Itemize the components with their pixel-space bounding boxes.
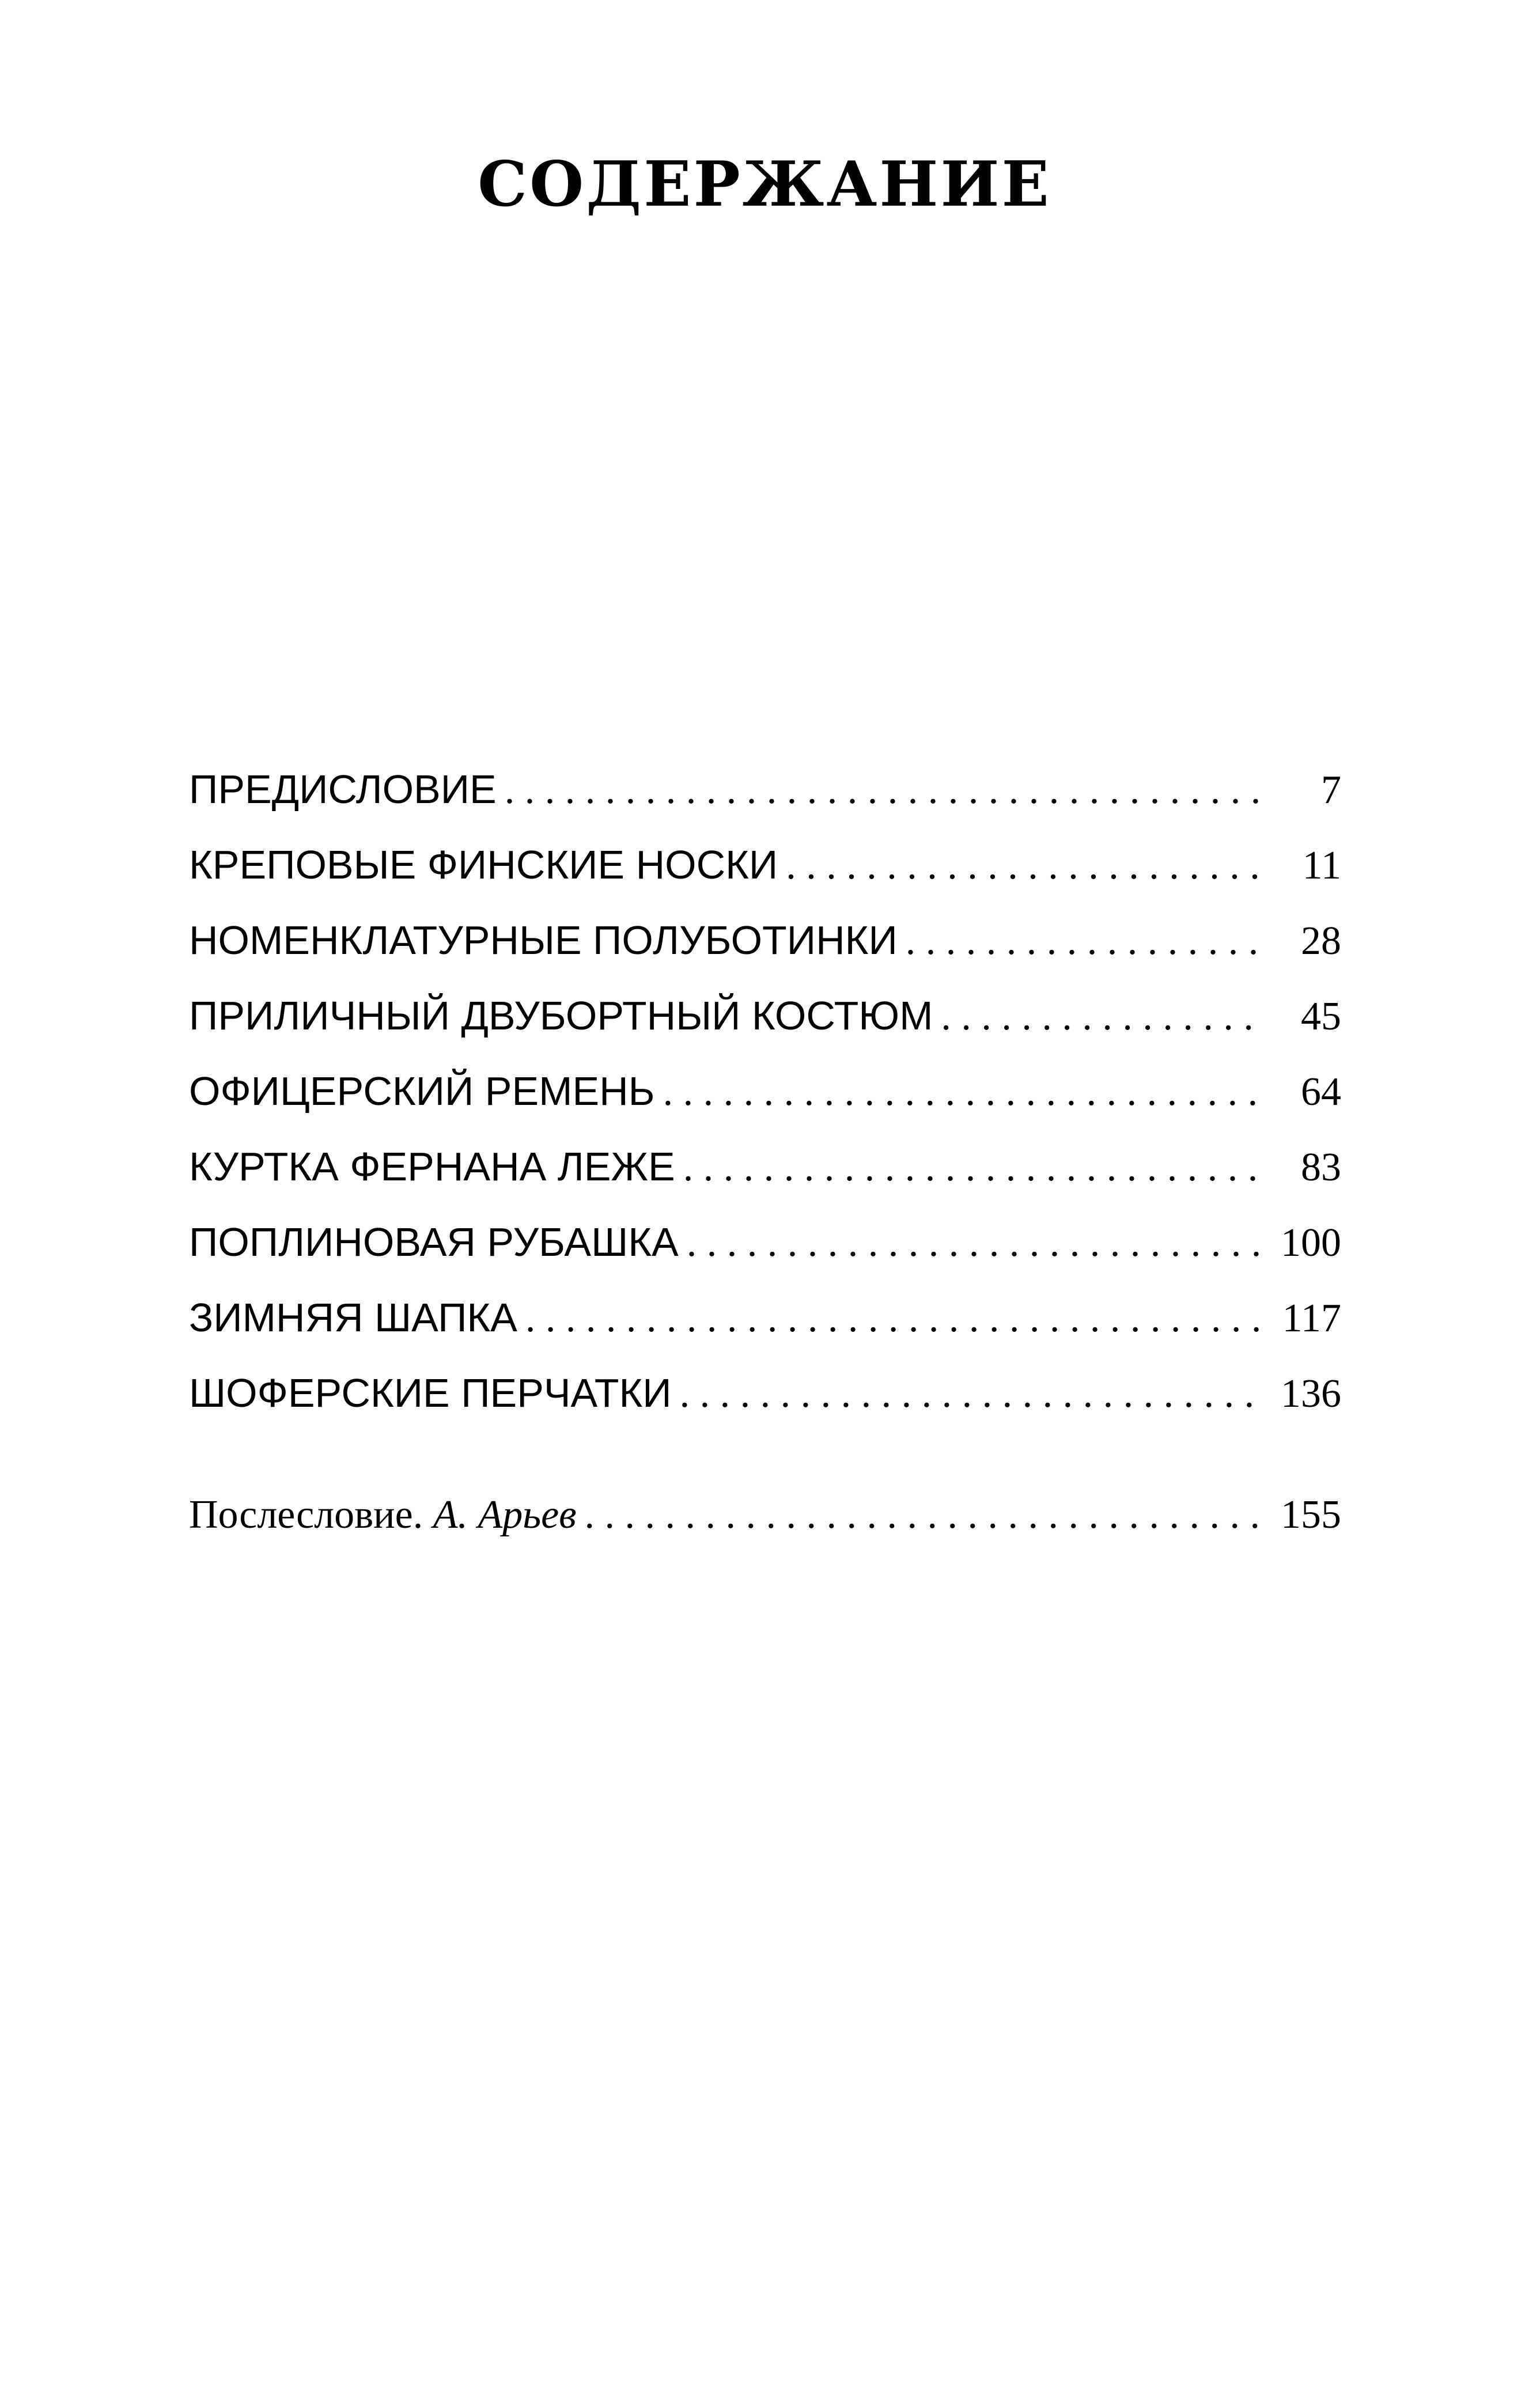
page-title: СОДЕРЖАНИЕ <box>478 148 1051 221</box>
dot-leader <box>687 1205 1266 1281</box>
dot-leader <box>941 979 1266 1054</box>
toc-entry <box>189 1205 1341 1280</box>
toc-entry <box>189 978 1341 1054</box>
toc-entry <box>189 1054 1341 1129</box>
afterword-author: А. Арьев <box>433 1493 577 1537</box>
toc-page-number: 83 <box>1301 1145 1341 1190</box>
toc-page-number: 117 <box>1282 1296 1341 1341</box>
toc-entry-title: ЗИМНЯЯ ШАПКА <box>189 1295 517 1340</box>
toc-entry-title: КУРТКА ФЕРНАНА ЛЕЖЕ <box>189 1144 675 1189</box>
toc-entry-afterword <box>189 1477 1341 1553</box>
dot-leader <box>663 1054 1266 1130</box>
toc-entry <box>189 827 1341 903</box>
toc-entry <box>189 903 1341 978</box>
dot-leader <box>906 903 1266 979</box>
toc-entry-title: ПРЕДИСЛОВИЕ <box>189 767 497 812</box>
toc-entry-title: НОМЕНКЛАТУРНЫЕ ПОЛУБОТИНКИ <box>189 918 898 963</box>
dot-leader <box>683 1130 1266 1205</box>
toc-entry <box>189 752 1341 827</box>
dot-leader <box>680 1356 1266 1432</box>
toc-entry-title: ШОФЕРСКИЕ ПЕРЧАТКИ <box>189 1370 672 1415</box>
toc-page-number: 11 <box>1302 843 1341 888</box>
toc-entry-title: КРЕПОВЫЕ ФИНСКИЕ НОСКИ <box>189 842 778 887</box>
afterword-label: Послесловие. <box>189 1493 423 1537</box>
dot-leader <box>525 1281 1266 1356</box>
table-of-contents <box>189 752 1341 1553</box>
toc-entry <box>189 1129 1341 1205</box>
toc-entry-title: ПОПЛИНОВАЯ РУБАШКА <box>189 1220 679 1264</box>
toc-page-number: 155 <box>1281 1493 1341 1537</box>
toc-entry <box>189 1356 1341 1431</box>
toc-entry-title: ПРИЛИЧНЫЙ ДВУБОРТНЫЙ КОСТЮМ <box>189 993 933 1038</box>
toc-page-number: 45 <box>1301 994 1341 1039</box>
toc-page-number: 100 <box>1281 1221 1341 1265</box>
toc-entry-title: ОФИЦЕРСКИЙ РЕМЕНЬ <box>189 1069 655 1114</box>
toc-page-number: 136 <box>1281 1372 1341 1416</box>
toc-page-number: 64 <box>1301 1070 1341 1114</box>
dot-leader <box>585 1477 1266 1553</box>
afterword-title <box>189 1477 585 1553</box>
dot-leader <box>786 828 1266 903</box>
toc-page-number: 7 <box>1321 768 1341 812</box>
dot-leader <box>505 752 1266 828</box>
toc-entry <box>189 1280 1341 1356</box>
toc-page-number: 28 <box>1301 919 1341 963</box>
